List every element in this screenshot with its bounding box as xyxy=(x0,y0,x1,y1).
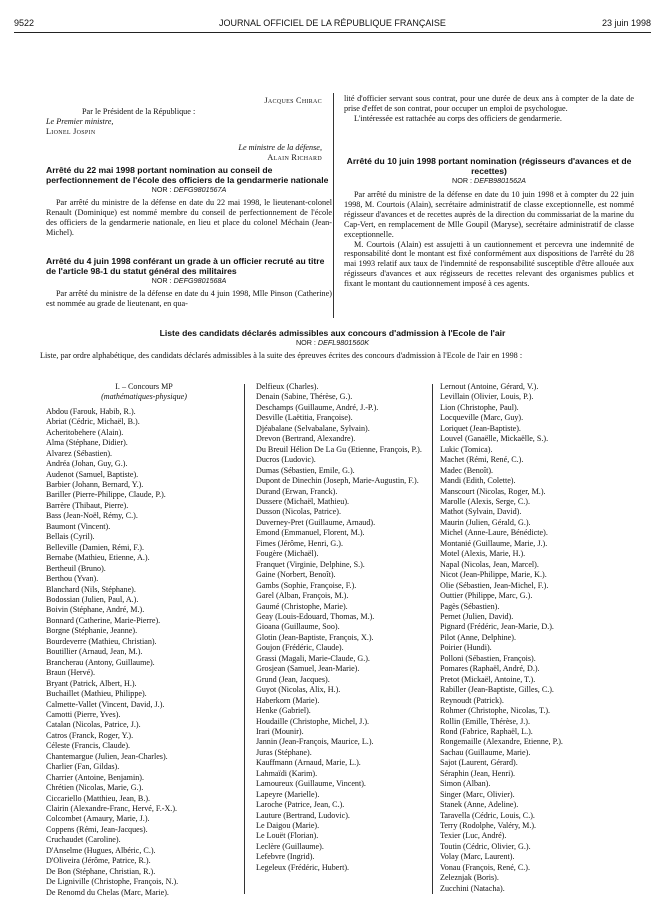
arrete-2-title: Arrêté du 4 juin 1998 conférant un grade à un officier recruté au titre de l'article 98-1 du statut général des militaires xyxy=(46,256,325,276)
candidate-name: Rabiller (Jean-Baptiste, Gilles, C.). xyxy=(440,685,554,695)
candidate-name: D'Anselme (Hugues, Albéric, C.). xyxy=(46,845,156,855)
candidate-name: Vonau (François, René, C.). xyxy=(440,862,530,872)
arrete-2-nor xyxy=(46,276,332,286)
candidate-name: Guyot (Nicolas, Alix, H.). xyxy=(256,685,341,695)
ministre-name: Alain Richard xyxy=(267,153,322,162)
candidate-name: Gaine (Norbert, Benoît). xyxy=(256,570,336,580)
candidate-name: Audenot (Samuel, Baptiste). xyxy=(46,469,139,479)
candidate-name: Chantemargue (Julien, Jean-Charles). xyxy=(46,751,168,761)
candidate-name: Olie (Sébastien, Jean-Michel, F.). xyxy=(440,580,549,590)
candidate-name: Chrétien (Nicolas, Marie, G.). xyxy=(46,783,144,793)
candidate-name: Colcombet (Amaury, Marie, J.). xyxy=(46,814,150,824)
candidate-name: D'Oliveira (Jérôme, Patrice, R.). xyxy=(46,856,151,866)
candidate-name: Barrère (Thibaut, Pierre). xyxy=(46,500,129,510)
candidate-name: Glotin (Jean-Baptiste, François, X.). xyxy=(256,632,374,642)
candidate-name: Catros (Franck, Roger, Y.). xyxy=(46,730,134,740)
candidate-name: Bodossian (Julien, Paul, A.). xyxy=(46,594,139,604)
candidate-name: Boivin (Stéphane, André, M.). xyxy=(46,605,145,615)
candidate-name: Lernout (Antoine, Gérard, V.). xyxy=(440,382,539,391)
candidate-name: Toutin (Cédric, Olivier, G.). xyxy=(440,841,531,851)
arrete-3 xyxy=(344,156,634,289)
signatory-president: Jacques Chirac xyxy=(264,96,322,105)
arrete-2-body: Par arrêté du ministre de la défense en date du 4 juin 1998, Mlle Pinson (Catherine) est nommée au grade de lieutenant, en qua- xyxy=(46,289,332,308)
candidate-name: Bryant (Patrick, Albert, H.). xyxy=(46,678,137,688)
candidate-name: Grassi (Magali, Marie-Claude, G.). xyxy=(256,653,370,663)
candidate-name: Loriquet (Jean-Baptiste). xyxy=(440,423,521,433)
candidate-name: Franquet (Virginie, Delphine, S.). xyxy=(256,559,365,569)
candidate-name: Ciccariello (Matthieu, Jean, B.). xyxy=(46,793,151,803)
column-divider xyxy=(333,93,334,318)
candidate-name: Polloni (Sébastien, François). xyxy=(440,653,536,663)
candidate-name: Rollin (Emille, Thérèse, J.). xyxy=(440,716,530,726)
candidate-name: Montanié (Guillaume, Marie, J.). xyxy=(440,538,548,548)
candidate-name: Lukic (Tomica). xyxy=(440,444,493,454)
candidate-name: Houdaille (Christophe, Michel, J.). xyxy=(256,716,370,726)
candidate-name: Rongemaille (Alexandre, Etienne, P.). xyxy=(440,737,563,747)
candidate-name: Le Louët (Florian). xyxy=(256,831,319,841)
candidate-name: Clairin (Alexandre-Franc, Hervé, F.-X.). xyxy=(46,804,178,814)
candidate-name: Locqueville (Marc, Guy). xyxy=(440,413,524,423)
candidate-name: Duverney-Pret (Guillaume, Arnaud). xyxy=(256,517,376,527)
candidate-name: Sajot (Laurent, Gérard). xyxy=(440,758,518,768)
candidate-name: Stanek (Anne, Adeline). xyxy=(440,800,519,810)
candidate-name: Marolle (Alexis, Serge, C.). xyxy=(440,496,530,506)
liste-header xyxy=(30,328,635,361)
section-heading-text: I. – Concours MP xyxy=(115,382,173,391)
candidate-name: Lauture (Bertrand, Ludovic). xyxy=(256,810,350,820)
candidate-name: Pilot (Anne, Delphine). xyxy=(440,632,516,642)
candidate-name: Mandi (Edith, Colette). xyxy=(440,476,516,486)
candidate-list-3 xyxy=(440,382,636,894)
candidate-name: Volay (Marc, Laurent). xyxy=(440,852,515,862)
candidate-name: Berthou (Yvan). xyxy=(46,574,99,584)
candidate-name: Coppens (Rémi, Jean-Jacques). xyxy=(46,824,148,834)
candidate-name: Legeleux (Frédéric, Hubert). xyxy=(256,862,350,872)
candidate-name: Fimes (Jérôme, Henri, G.). xyxy=(256,538,343,548)
candidate-name: Terry (Rodolphe, Valéry, M.). xyxy=(440,821,537,831)
candidate-name: Singer (Marc, Olivier). xyxy=(440,789,515,799)
candidate-name: Barbier (Johann, Bernard, Y.). xyxy=(46,479,144,489)
candidate-name: Denain (Sabine, Thérèse, G.). xyxy=(256,392,353,402)
candidate-name: Rohmer (Christophe, Nicolas, T.). xyxy=(440,706,551,716)
par-le-president: Par le Président de la République : xyxy=(82,107,196,116)
candidate-name: Louvel (Ganaëlle, Mickaëlle, S.). xyxy=(440,434,549,444)
candidate-name: Andréa (Johan, Guy, G.). xyxy=(46,459,128,469)
candidate-name: Leclère (Guillaume). xyxy=(256,841,324,851)
candidate-name: Djéabalane (Selvabalane, Sylvain). xyxy=(256,423,370,433)
nor-code: DEFG9801568A xyxy=(173,276,227,285)
section-heading xyxy=(46,382,242,392)
list-divider-2 xyxy=(432,384,433,894)
candidate-name: Pomares (Raphaël, André, D.). xyxy=(440,664,540,674)
list-divider-1 xyxy=(244,384,245,894)
liste-intro: Liste, par ordre alphabétique, des candidats déclarés admissibles à la suite des épreuves écrites des concours d'admission à l'Ecole de l'air en 1998 : xyxy=(40,351,523,360)
candidate-name: Napal (Nicolas, Jean, Marcel). xyxy=(440,559,539,569)
left-column-top xyxy=(46,96,322,163)
candidate-name: Bariller (Pierre-Philippe, Claude, P.). xyxy=(46,490,166,500)
candidate-name: Desville (Laëtitia, Françoise). xyxy=(256,413,353,423)
nor-code: DEFB9801562A xyxy=(474,176,526,185)
candidate-name: Bernabe (Mathieu, Etienne, A.). xyxy=(46,553,150,563)
candidate-name: Séraphin (Jean, Henri). xyxy=(440,768,516,778)
publication-date: 23 juin 1998 xyxy=(601,18,651,28)
liste-title: Liste des candidats déclarés admissibles aux concours d'admission à l'Ecole de l'air xyxy=(159,328,506,338)
candidate-name: Camotti (Pierre, Yves). xyxy=(46,709,121,719)
list-column-2 xyxy=(256,382,430,873)
candidate-list-2 xyxy=(256,382,430,873)
premier-ministre-title: Le Premier ministre, xyxy=(46,117,114,126)
candidate-name: Abriat (Cédric, Michaël, B.). xyxy=(46,417,140,427)
candidate-name: Kauffmann (Arnaud, Marie, L.). xyxy=(256,758,361,768)
candidate-name: Acheritobehere (Alain). xyxy=(46,427,124,437)
candidate-name: Charrier (Antoine, Benjamin). xyxy=(46,772,144,782)
nor-label: NOR : xyxy=(452,176,472,185)
section-subheading: (mathématiques-physique) xyxy=(101,392,187,402)
candidate-name: Manscourt (Nicolas, Roger, M.). xyxy=(440,486,546,496)
candidate-name: Poirier (Hundi). xyxy=(440,643,492,653)
candidate-name: Maurin (Julien, Gérald, G.). xyxy=(440,517,531,527)
liste-nor xyxy=(30,338,635,348)
candidate-name: Machet (Rémi, René, C.). xyxy=(440,455,524,465)
candidate-name: Mathot (Sylvain, David). xyxy=(440,507,522,517)
candidate-name: Delfieux (Charles). xyxy=(256,382,319,391)
candidate-name: Le Daigou (Marie). xyxy=(256,821,320,831)
candidate-name: Nicot (Jean-Philippe, Marie, K.). xyxy=(440,570,547,580)
candidate-name: Catalan (Nicolas, Patrice, J.). xyxy=(46,720,141,730)
journal-title: JOURNAL OFFICIEL DE LA RÉPUBLIQUE FRANÇAISE xyxy=(219,18,446,28)
candidate-name: Deschamps (Guillaume, André, J.-P.). xyxy=(256,402,379,412)
candidate-name: Texier (Luc, André). xyxy=(440,831,507,841)
candidate-name: Grosjean (Samuel, Jean-Marie). xyxy=(256,664,360,674)
candidate-name: Braun (Hervé). xyxy=(46,668,95,678)
candidate-name: Irari (Mounir). xyxy=(256,726,304,736)
candidate-name: Du Breuil Hélion De La Gu (Etienne, François, P.). xyxy=(256,444,422,454)
arrete-2-continuation-2: L'intéressée est rattachée au corps des officiers de gendarmerie. xyxy=(354,113,562,123)
nor-code: DEFG9801567A xyxy=(173,185,227,194)
candidate-name: Bonnard (Catherine, Marie-Pierre). xyxy=(46,615,161,625)
candidate-list-1 xyxy=(46,407,242,898)
arrete-2-continuation: lité d'officier servant sous contrat, pour une durée de deux ans à compter de la date de prise d'effet de son contrat, pour occuper un emploi de psychologue. xyxy=(344,94,634,113)
candidate-name: Bertheuil (Bruno). xyxy=(46,563,106,573)
candidate-name: Pernet (Julien, David). xyxy=(440,611,514,621)
candidate-name: Grund (Jean, Jacques). xyxy=(256,674,330,684)
candidate-name: Motel (Alexis, Marie, H.). xyxy=(440,549,526,559)
candidate-name: Lahmaïdi (Karim). xyxy=(256,768,318,778)
candidate-name: Baumont (Vincent). xyxy=(46,521,111,531)
candidate-name: Belleville (Damien, Rémi, F.). xyxy=(46,542,145,552)
candidate-name: Drevon (Bertrand, Alexandre). xyxy=(256,434,356,444)
candidate-name: Garel (Alban, François, M.). xyxy=(256,591,349,601)
candidate-name: Blanchard (Nils, Stéphane). xyxy=(46,584,136,594)
nor-label: NOR : xyxy=(151,276,172,285)
candidate-name: Lion (Christophe, Paul). xyxy=(440,402,519,412)
candidate-name: Calmette-Vallet (Vincent, David, J.). xyxy=(46,699,165,709)
candidate-name: Charlier (Fan, Gildas). xyxy=(46,762,120,772)
arrete-1-body: Par arrêté du ministre de la défense en date du 22 mai 1998, le lieutenant-colonel Renault (Dominique) est nommé membre du conseil de perfectionnement de l'école des officiers de la gendarmerie nationale, en lieu et place du colonel Méchain (Jean-Michel). xyxy=(46,198,332,237)
candidate-name: Buchaillet (Mathieu, Philippe). xyxy=(46,689,147,699)
candidate-name: Durand (Erwan, Franck). xyxy=(256,486,338,496)
candidate-name: Pretot (Mickaël, Antoine, T.). xyxy=(440,674,536,684)
candidate-name: Gaumé (Christophe, Marie). xyxy=(256,601,348,611)
ministre-title: Le ministre de la défense, xyxy=(238,143,322,152)
candidate-name: Gioana (Guillaume, Soo). xyxy=(256,622,340,632)
candidate-name: Reynoudt (Patrick). xyxy=(440,695,504,705)
candidate-name: De Bon (Stéphane, Christian, R.). xyxy=(46,866,156,876)
arrete-3-body-2: M. Courtois (Alain) est assujetti à un cautionnement et percevra une indemnité de responsabilité dont le montant est fixé conformément aux dispositions de l'arrêté du 28 mai 1993 relatif aux taux de l'indemnité de responsabilité susceptible d'être allouée aux régisseurs d'avances et aux régisseurs de recettes relevant des organismes publics et fixant le montant du cautionnement imposé à ces agents. xyxy=(344,239,634,289)
candidate-name: Taravella (Cédric, Louis, C.). xyxy=(440,810,535,820)
candidate-name: Michel (Anne-Laure, Bénédicte). xyxy=(440,528,548,538)
candidate-name: Lefebvre (Ingrid). xyxy=(256,852,315,862)
arrete-3-nor xyxy=(344,176,634,186)
candidate-name: Lapeyre (Marielle). xyxy=(256,789,320,799)
candidate-name: Borgne (Stéphanie, Jeanne). xyxy=(46,626,138,636)
candidate-name: Rond (Fabrice, Raphaël, L.). xyxy=(440,726,533,736)
candidate-name: Alvarez (Sébastien). xyxy=(46,448,113,458)
page-header xyxy=(14,14,651,33)
nor-label: NOR : xyxy=(295,338,316,347)
candidate-name: Dussere (Michaël, Mathieu). xyxy=(256,496,350,506)
candidate-name: Jannin (Jean-François, Maurice, L.). xyxy=(256,737,374,747)
candidate-name: Zeleznjak (Boris). xyxy=(440,873,499,883)
page-number: 9522 xyxy=(14,18,35,28)
candidate-name: Levillain (Olivier, Louis, P.). xyxy=(440,392,534,402)
candidate-name: Simon (Alban). xyxy=(440,779,491,789)
candidate-name: Emond (Emmanuel, Florent, M.). xyxy=(256,528,365,538)
candidate-name: Zucchini (Natacha). xyxy=(440,883,505,893)
candidate-name: Ducros (Ludovic). xyxy=(256,455,316,465)
candidate-name: Gambs (Sophie, Françoise, F.). xyxy=(256,580,357,590)
candidate-name: Abdou (Farouk, Habib, R.). xyxy=(46,406,136,416)
candidate-name: Boutillier (Arnaud, Jean, M.). xyxy=(46,647,143,657)
nor-label: NOR : xyxy=(151,185,172,194)
candidate-name: Pagès (Sébastien). xyxy=(440,601,500,611)
candidate-name: Sachau (Guillaume, Marie). xyxy=(440,747,531,757)
candidate-name: Haberkorn (Marie). xyxy=(256,695,320,705)
candidate-name: Dupont de Dinechin (Joseph, Marie-Augustin, F.). xyxy=(256,476,419,486)
list-column-3 xyxy=(440,382,636,894)
candidate-name: Pignard (Frédéric, Jean-Marie, D.). xyxy=(440,622,554,632)
candidate-name: Bellais (Cyril). xyxy=(46,532,95,542)
list-column-1 xyxy=(46,382,242,898)
candidate-name: Cruchaudet (Caroline). xyxy=(46,835,121,845)
candidate-name: De Ligniville (Christophe, François, N.). xyxy=(46,877,179,887)
candidate-name: Lamoureux (Guillaume, Vincent). xyxy=(256,779,366,789)
candidate-name: Céleste (Francis, Claude). xyxy=(46,741,131,751)
arrete-1 xyxy=(46,165,332,238)
candidate-name: Fougère (Michaël). xyxy=(256,549,319,559)
candidate-name: Dumas (Sébastien, Emile, G.). xyxy=(256,465,355,475)
candidate-name: Laroche (Patrice, Jean, C.). xyxy=(256,800,345,810)
right-column-top xyxy=(344,94,634,124)
candidate-name: Brancherau (Antony, Guillaume). xyxy=(46,657,155,667)
arrete-3-body-1: Par arrêté du ministre de la défense en date du 10 juin 1998 et à compter du 22 juin 1998, M. Courtois (Alain), secrétaire administratif de classe exceptionnelle, est nommé régisseur d'avances et de recettes auprès de la direction du commissariat de la marine du Cap-Vert, en remplacement de Mlle Goupil (Maryse), secrétaire administratif de classe exceptionnelle. xyxy=(344,190,634,239)
candidate-name: Dusson (Nicolas, Patrice). xyxy=(256,507,341,517)
candidate-name: Henke (Gabriel). xyxy=(256,706,311,716)
candidate-name: De Renomd du Chelas (Marc, Marie). xyxy=(46,887,169,897)
candidate-name: Outtier (Philippe, Marc, G.). xyxy=(440,591,533,601)
candidate-name: Goujon (Frédéric, Claude). xyxy=(256,643,344,653)
arrete-2 xyxy=(46,256,332,309)
candidate-name: Bass (Jean-Noël, Rémy, C.). xyxy=(46,511,138,521)
nor-code: DEFL9801560K xyxy=(317,338,370,347)
candidate-name: Alma (Stéphane, Didier). xyxy=(46,438,128,448)
arrete-1-nor xyxy=(46,185,332,195)
arrete-1-title: Arrêté du 22 mai 1998 portant nomination au conseil de perfectionnement de l'école des officiers de la gendarmerie nationale xyxy=(46,165,329,185)
candidate-name: Madec (Benoît). xyxy=(440,465,494,475)
candidate-name: Juras (Stéphane). xyxy=(256,747,312,757)
candidate-name: Geay (Louis-Edouard, Thomas, M.). xyxy=(256,611,375,621)
premier-ministre-name: Lionel Jospin xyxy=(46,127,96,136)
arrete-3-title: Arrêté du 10 juin 1998 portant nomination (régisseurs d'avances et de recettes) xyxy=(346,156,632,176)
candidate-name: Bourdeverre (Mathieu, Christian). xyxy=(46,636,157,646)
